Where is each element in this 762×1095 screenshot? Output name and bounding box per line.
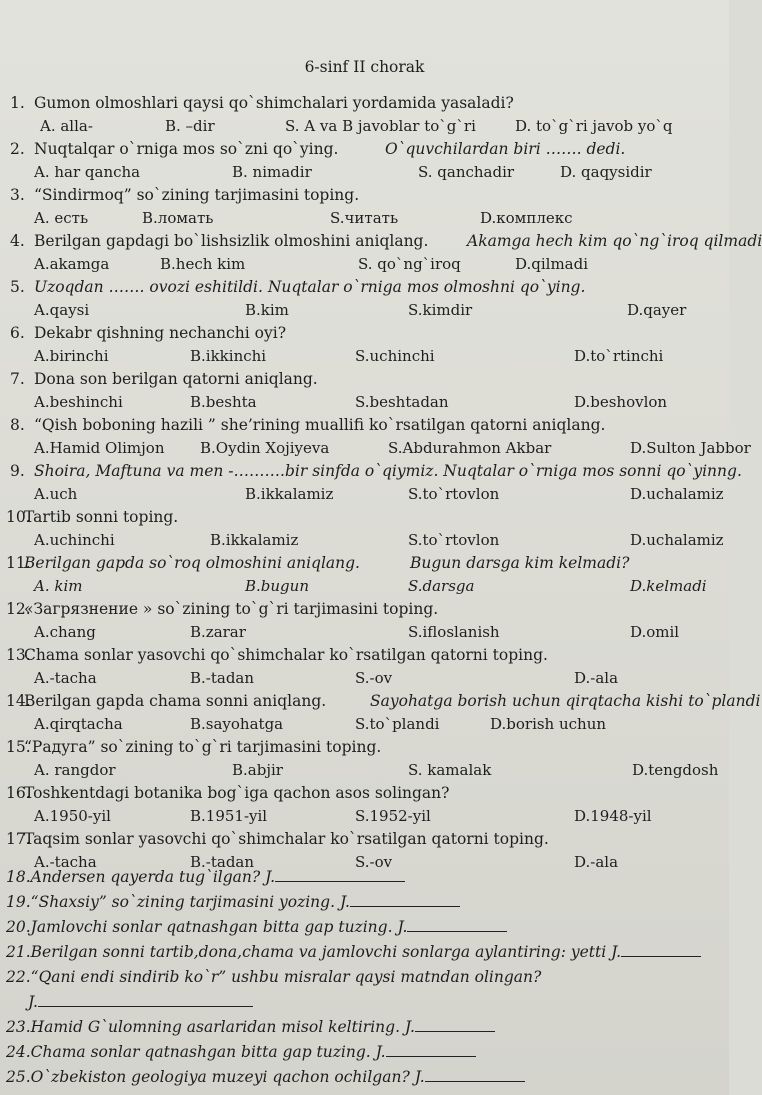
question-text: “Sindirmoq” so`zining tarjimasini toping. — [34, 186, 360, 204]
question-16 — [0, 782, 729, 805]
question-number: 15. — [6, 738, 31, 756]
answer-option-A[interactable]: A. kim — [34, 577, 83, 595]
question-number: 12. — [6, 600, 31, 618]
question-number: 21. — [6, 943, 31, 961]
answer-option-D[interactable]: D.uchalamiz — [630, 485, 724, 503]
answer-option-B[interactable]: B.Oydin Xojiyeva — [200, 439, 330, 457]
question-text: Taqsim sonlar yasovchi qo`shimchalar ko`rsatilgan qatorni toping. — [24, 830, 549, 848]
answer-option-A[interactable]: A.uch — [34, 485, 78, 503]
answer-option-A[interactable]: A.qaysi — [34, 301, 90, 319]
answer-options — [0, 345, 729, 368]
question-1 — [0, 92, 729, 115]
open-question-6 — [0, 990, 729, 1015]
answer-blank[interactable] — [621, 942, 701, 957]
answer-option-D[interactable]: D.kelmadi — [630, 577, 707, 595]
answer-options — [0, 161, 729, 184]
question-17 — [0, 828, 729, 851]
question-number: 11. — [6, 554, 31, 572]
answer-option-B[interactable]: B.beshta — [190, 393, 257, 411]
answer-option-S[interactable]: S.-ov — [355, 853, 393, 871]
answer-option-S[interactable]: S. A va B javoblar to`g`ri — [285, 117, 476, 135]
answer-option-S[interactable]: S. qanchadir — [418, 163, 515, 181]
answer-option-S[interactable]: S.to`rtovlon — [408, 485, 500, 503]
question-text: Dekabr qishning nechanchi oyi? — [34, 324, 287, 342]
question-text: Toshkentdagi botanika bog`iga qachon asos solingan? — [24, 784, 450, 802]
question-number: 10. — [6, 508, 31, 526]
question-7 — [0, 368, 729, 391]
answer-options — [0, 667, 729, 690]
question-number: 23. — [6, 1018, 31, 1036]
answer-option-B[interactable]: B. nimadir — [232, 163, 312, 181]
answer-option-B[interactable]: B.sayohatga — [190, 715, 284, 733]
open-question-8 — [0, 1040, 729, 1065]
answer-option-D[interactable]: D. qaqysidir — [560, 163, 652, 181]
answer-options — [0, 805, 729, 828]
answer-options — [0, 529, 729, 552]
question-text: Chama sonlar qatnashgan bitta gap tuzing. J. — [30, 1043, 386, 1061]
answer-option-D[interactable]: D.omil — [630, 623, 680, 641]
question-8 — [0, 414, 729, 437]
question-text: “Qani endi sindirib ko`r” ushbu misralar qaysi matndan olingan? — [30, 968, 542, 986]
question-number: 4. — [10, 232, 25, 250]
question-number: 1. — [10, 94, 25, 112]
question-text: «Загрязнение » so`zining to`g`ri tarjimasini toping. — [24, 600, 439, 618]
answer-option-S[interactable]: S.beshtadan — [355, 393, 449, 411]
answer-option-A[interactable]: A. alla- — [40, 117, 93, 135]
question-number: 6. — [10, 324, 25, 342]
answer-blank[interactable] — [38, 992, 253, 1007]
answer-option-B[interactable]: B.kim — [245, 301, 289, 319]
answer-blank[interactable] — [386, 1042, 476, 1057]
answer-options — [0, 391, 729, 414]
answer-option-A[interactable]: A.-tacha — [34, 853, 97, 871]
question-text: Berilgan gapda so`roq olmoshini aniqlang. — [24, 554, 360, 572]
open-question-2 — [0, 890, 729, 915]
open-question-list — [0, 865, 729, 1090]
question-number: 17. — [6, 830, 31, 848]
question-4 — [0, 230, 762, 253]
answer-option-D[interactable]: D.-ala — [574, 669, 619, 687]
answer-option-B[interactable]: B.ломать — [142, 209, 214, 227]
answer-option-S[interactable]: S.to`rtovlon — [408, 531, 500, 549]
answer-option-A[interactable]: A. har qancha — [34, 163, 141, 181]
answer-option-S[interactable]: S.1952-yil — [355, 807, 431, 825]
question-text: Chama sonlar yasovchi qo`shimchalar ko`rsatilgan qatorni toping. — [24, 646, 548, 664]
question-14 — [0, 690, 761, 713]
question-text: Dona son berilgan qatorni aniqlang. — [34, 370, 318, 388]
question-text: Berilgan gapda chama sonni aniqlang. — [24, 692, 327, 710]
answer-option-A[interactable]: A.akamga — [34, 255, 110, 273]
answer-option-S[interactable]: S.Abdurahmon Akbar — [388, 439, 552, 457]
open-question-1 — [0, 865, 729, 890]
answer-option-D[interactable]: D.to`rtinchi — [574, 347, 664, 365]
answer-option-D[interactable]: D.-ala — [574, 853, 619, 871]
answer-option-B[interactable]: B.ikkalamiz — [210, 531, 299, 549]
answer-option-S[interactable]: S. qo`ng`iroq — [358, 255, 461, 273]
answer-options — [0, 759, 729, 782]
open-question-4 — [0, 940, 729, 965]
question-text: Berilgan gapdagi bo`lishsizlik olmoshini aniqlang. — [34, 232, 429, 250]
answer-option-B[interactable]: B.-tadan — [190, 669, 255, 687]
question-6 — [0, 322, 729, 345]
question-sentence: Bugun darsga kim kelmadi? — [410, 554, 630, 572]
question-number: 18. — [6, 868, 31, 886]
answer-option-D[interactable]: D.Sulton Jabbor — [630, 439, 751, 457]
answer-option-B[interactable]: B.ikkinchi — [190, 347, 267, 365]
question-text: “Shaxsiy” so`zining tarjimasini yozing. J. — [30, 893, 350, 911]
answer-option-B[interactable]: B. –dir — [165, 117, 215, 135]
answer-option-A[interactable]: A. есть — [34, 209, 89, 227]
question-number: 19. — [6, 893, 31, 911]
answer-option-B[interactable]: B.abjir — [232, 761, 283, 779]
question-text: Tartib sonni toping. — [24, 508, 179, 526]
question-list — [0, 92, 762, 874]
question-text: J. — [28, 993, 38, 1011]
answer-option-D[interactable]: D. to`g`ri javob yo`q — [515, 117, 673, 135]
question-text: Berilgan sonni tartib,dona,chama va jamlovchi sonlarga aylantiring: yetti J. — [30, 943, 622, 961]
question-number: 20. — [6, 918, 31, 936]
question-2 — [0, 138, 729, 161]
answer-option-B[interactable]: B.zarar — [190, 623, 246, 641]
answer-option-A[interactable]: A.beshinchi — [34, 393, 123, 411]
open-question-9 — [0, 1065, 729, 1090]
open-question-3 — [0, 915, 729, 940]
question-15 — [0, 736, 729, 759]
question-number: 14. — [6, 692, 31, 710]
question-number: 25. — [6, 1068, 31, 1086]
open-question-5 — [0, 965, 729, 990]
question-text: Andersen qayerda tug`ilgan? J. — [30, 868, 276, 886]
answer-option-B[interactable]: B.-tadan — [190, 853, 255, 871]
answer-options — [0, 207, 729, 230]
answer-option-B[interactable]: B.1951-yil — [190, 807, 268, 825]
answer-option-S[interactable]: S. kamalak — [408, 761, 492, 779]
question-number: 7. — [10, 370, 25, 388]
question-11 — [0, 552, 729, 575]
answer-option-A[interactable]: A.chang — [34, 623, 96, 641]
question-sentence: Sayohatga borish uchun qirqtacha kishi to`plandi — [370, 692, 761, 710]
question-12 — [0, 598, 729, 621]
answer-option-A[interactable]: A.birinchi — [34, 347, 109, 365]
page-title: 6-sinf II chorak — [304, 58, 425, 76]
question-text: Nuqtalqar o`rniga mos so`zni qo`ying. — [34, 140, 339, 158]
answer-option-A[interactable]: A.-tacha — [34, 669, 97, 687]
question-10 — [0, 506, 729, 529]
question-text: Jamlovchi sonlar qatnashgan bitta gap tuzing. J. — [30, 918, 408, 936]
answer-options — [0, 299, 729, 322]
answer-option-S[interactable]: S.to`plandi — [355, 715, 440, 733]
question-text: Gumon olmoshlari qaysi qo`shimchalari yordamida yasaladi? — [34, 94, 514, 112]
answer-option-S[interactable]: S.читать — [330, 209, 399, 227]
question-number: 16. — [6, 784, 31, 802]
question-13 — [0, 644, 729, 667]
question-3 — [0, 184, 729, 207]
answer-options — [0, 483, 729, 506]
answer-options — [0, 621, 729, 644]
question-9 — [0, 460, 742, 483]
answer-option-S[interactable]: S.darsga — [408, 577, 475, 595]
answer-options — [0, 575, 729, 598]
question-number: 2. — [10, 140, 25, 158]
answer-option-D[interactable]: D.комплекс — [480, 209, 573, 227]
answer-option-B[interactable]: B.bugun — [245, 577, 309, 595]
answer-options — [0, 253, 729, 276]
question-5 — [0, 276, 729, 299]
answer-option-S[interactable]: S.uchinchi — [355, 347, 435, 365]
answer-blank[interactable] — [425, 1067, 525, 1082]
question-text: “Радуга” so`zining to`g`ri tarjimasini toping. — [24, 738, 382, 756]
question-number: 5. — [10, 278, 25, 296]
answer-option-S[interactable]: S.ifloslanish — [408, 623, 500, 641]
question-text: Uzoqdan ……. ovozi eshitildi. Nuqtalar o`rniga mos olmoshni qo`ying. — [34, 278, 586, 296]
answer-option-A[interactable]: A.Hamid Olimjon — [34, 439, 165, 457]
question-text: Hamid G`ulomning asarlaridan misol keltiring. J. — [30, 1018, 415, 1036]
question-number: 8. — [10, 416, 25, 434]
answer-option-D[interactable]: D.uchalamiz — [630, 531, 724, 549]
question-number: 13. — [6, 646, 31, 664]
question-sentence: O`quvchilardan biri ……. dedi. — [385, 140, 626, 158]
answer-option-D[interactable]: D.qayer — [627, 301, 687, 319]
question-text: O`zbekiston geologiya muzeyi qachon ochilgan? J. — [30, 1068, 425, 1086]
question-text: “Qish boboning hazili ” she’rining muallifi ko`rsatilgan qatorni aniqlang. — [34, 416, 606, 434]
answer-option-D[interactable]: D.borish uchun — [490, 715, 607, 733]
answer-blank[interactable] — [350, 892, 460, 907]
answer-option-A[interactable]: A.qirqtacha — [34, 715, 123, 733]
answer-blank[interactable] — [275, 867, 405, 882]
question-number: 3. — [10, 186, 25, 204]
question-number: 9. — [10, 462, 25, 480]
answer-blank[interactable] — [415, 1017, 495, 1032]
answer-option-D[interactable]: D.qilmadi — [515, 255, 589, 273]
open-question-7 — [0, 1015, 729, 1040]
answer-option-S[interactable]: S.kimdir — [408, 301, 473, 319]
answer-option-D[interactable]: D.1948-yil — [574, 807, 652, 825]
answer-option-B[interactable]: B.ikkalamiz — [245, 485, 334, 503]
answer-option-B[interactable]: B.hech kim — [160, 255, 246, 273]
answer-option-D[interactable]: D.tengdosh — [632, 761, 719, 779]
answer-option-S[interactable]: S.-ov — [355, 669, 393, 687]
question-text: Shoira, Maftuna va men -……….bir sinfda o`qiymiz. Nuqtalar o`rniga mos sonni qo`yinng. — [34, 462, 742, 480]
answer-option-A[interactable]: A.uchinchi — [34, 531, 115, 549]
answer-option-A[interactable]: A. rangdor — [34, 761, 116, 779]
question-number: 22. — [6, 968, 31, 986]
answer-options — [0, 713, 729, 736]
answer-options — [0, 115, 729, 138]
answer-blank[interactable] — [407, 917, 507, 932]
question-sentence: Akamga hech kim qo`ng`iroq qilmadi — [467, 232, 762, 250]
question-number: 24. — [6, 1043, 31, 1061]
answer-option-A[interactable]: A.1950-yil — [34, 807, 111, 825]
answer-options — [0, 437, 751, 460]
answer-option-D[interactable]: D.beshovlon — [574, 393, 668, 411]
